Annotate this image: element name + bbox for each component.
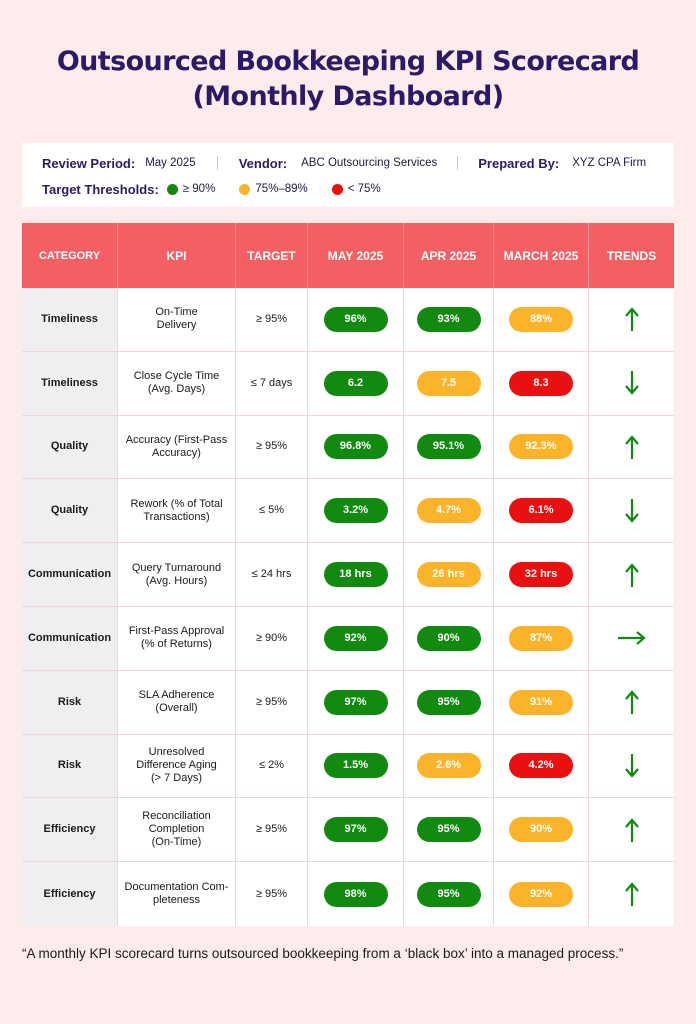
trend-cell bbox=[589, 862, 674, 926]
table-header bbox=[22, 223, 674, 288]
info-panel bbox=[22, 143, 674, 207]
threshold-red bbox=[332, 183, 381, 195]
status-pill: 2.6% bbox=[417, 753, 481, 778]
kpi-table bbox=[22, 223, 674, 926]
header-trends: TRENDS bbox=[606, 248, 657, 263]
status-pill: 7.5 bbox=[417, 371, 481, 396]
title-line-2: (Monthly Dashboard) bbox=[192, 81, 504, 112]
category-cell: Quality bbox=[22, 416, 118, 479]
status-pill: 96.8% bbox=[324, 434, 388, 459]
status-pill: 98% bbox=[324, 882, 388, 907]
may-cell bbox=[308, 288, 404, 351]
status-pill: 92.3% bbox=[509, 434, 573, 459]
apr-cell bbox=[404, 543, 494, 606]
category-cell: Quality bbox=[22, 479, 118, 542]
march-cell bbox=[494, 288, 589, 351]
status-pill: 90% bbox=[417, 626, 481, 651]
trend-cell bbox=[589, 288, 674, 351]
table-row bbox=[22, 352, 674, 416]
status-pill: 97% bbox=[324, 817, 388, 842]
apr-cell bbox=[404, 352, 494, 415]
march-cell bbox=[494, 862, 589, 926]
trend-down-arrow-icon bbox=[620, 751, 644, 781]
header-may-2025: MAY 2025 bbox=[308, 223, 404, 288]
header-category: CATEGORY bbox=[22, 223, 118, 288]
may-cell bbox=[308, 416, 404, 479]
apr-cell bbox=[404, 479, 494, 542]
status-pill: 92% bbox=[509, 882, 573, 907]
status-pill: 32 hrs bbox=[509, 562, 573, 587]
threshold-yellow-label: 75%–89% bbox=[255, 183, 308, 195]
target-cell: ≤ 2% bbox=[236, 735, 308, 798]
kpi-cell: First-Pass Approval (% of Returns) bbox=[118, 607, 236, 670]
threshold-yellow bbox=[239, 183, 307, 195]
trend-right-arrow-icon bbox=[617, 623, 647, 653]
target-cell: ≥ 95% bbox=[236, 288, 308, 351]
trend-cell bbox=[589, 352, 674, 415]
table-row bbox=[22, 671, 674, 735]
status-pill: 4.2% bbox=[509, 753, 573, 778]
may-cell bbox=[308, 607, 404, 670]
trend-down-arrow-icon bbox=[620, 496, 644, 526]
trend-cell bbox=[589, 543, 674, 606]
trend-up-arrow-icon bbox=[620, 687, 644, 717]
info-row-meta bbox=[42, 153, 646, 173]
status-pill: 4.7% bbox=[417, 498, 481, 523]
apr-cell bbox=[404, 862, 494, 926]
table-row bbox=[22, 862, 674, 926]
table-row bbox=[22, 416, 674, 480]
kpi-cell: Close Cycle Time (Avg. Days) bbox=[118, 352, 236, 415]
may-cell bbox=[308, 352, 404, 415]
yellow-dot-icon bbox=[239, 184, 250, 195]
table-row bbox=[22, 288, 674, 352]
status-pill: 87% bbox=[509, 626, 573, 651]
info-row-thresholds bbox=[42, 179, 381, 199]
trend-up-arrow-icon bbox=[620, 560, 644, 590]
kpi-cell: Accuracy (First-Pass Accuracy) bbox=[118, 416, 236, 479]
trend-up-arrow-icon bbox=[620, 815, 644, 845]
trend-down-arrow-icon bbox=[620, 368, 644, 398]
prepared-by-label: Prepared By: bbox=[478, 155, 560, 171]
status-pill: 1.5% bbox=[324, 753, 388, 778]
trend-cell bbox=[589, 671, 674, 734]
status-pill: 18 hrs bbox=[324, 562, 388, 587]
divider bbox=[457, 156, 458, 170]
header-apr-2025: APR 2025 bbox=[404, 223, 494, 288]
title-line-1: Outsourced Bookkeeping KPI Scorecard bbox=[56, 46, 640, 77]
apr-cell bbox=[404, 671, 494, 734]
prepared-by-value: XYZ CPA Firm bbox=[572, 157, 647, 169]
page-title bbox=[0, 44, 696, 114]
status-pill: 26 hrs bbox=[417, 562, 481, 587]
trend-cell bbox=[589, 735, 674, 798]
status-pill: 95.1% bbox=[417, 434, 481, 459]
status-pill: 95% bbox=[417, 690, 481, 715]
trend-up-arrow-icon bbox=[620, 304, 644, 334]
apr-cell bbox=[404, 607, 494, 670]
vendor-value: ABC Outsourcing Services bbox=[301, 157, 438, 169]
category-cell: Communication bbox=[22, 607, 118, 670]
kpi-cell: Documentation Com- pleteness bbox=[118, 862, 236, 926]
target-cell: ≥ 95% bbox=[236, 862, 308, 926]
status-pill: 6.1% bbox=[509, 498, 573, 523]
review-period-value: May 2025 bbox=[145, 157, 196, 169]
march-cell bbox=[494, 735, 589, 798]
apr-cell bbox=[404, 288, 494, 351]
may-cell bbox=[308, 479, 404, 542]
march-cell bbox=[494, 352, 589, 415]
trend-up-arrow-icon bbox=[620, 879, 644, 909]
march-cell bbox=[494, 607, 589, 670]
status-pill: 8.3 bbox=[509, 371, 573, 396]
trend-cell bbox=[589, 607, 674, 670]
category-cell: Risk bbox=[22, 671, 118, 734]
status-pill: 91% bbox=[509, 690, 573, 715]
status-pill: 3.2% bbox=[324, 498, 388, 523]
threshold-red-label: < 75% bbox=[347, 183, 381, 195]
header-target: TARGET bbox=[236, 223, 308, 288]
status-pill: 96% bbox=[324, 307, 388, 332]
target-cell: ≤ 7 days bbox=[236, 352, 308, 415]
category-cell: Communication bbox=[22, 543, 118, 606]
kpi-cell: Unresolved Difference Aging (> 7 Days) bbox=[118, 735, 236, 798]
kpi-cell: On-Time Delivery bbox=[118, 288, 236, 351]
target-cell: ≥ 90% bbox=[236, 607, 308, 670]
march-cell bbox=[494, 543, 589, 606]
table-row bbox=[22, 607, 674, 671]
table-row bbox=[22, 543, 674, 607]
green-dot-icon bbox=[167, 184, 178, 195]
status-pill: 93% bbox=[417, 307, 481, 332]
header-march-2025: MARCH 2025 bbox=[494, 223, 589, 288]
divider bbox=[217, 156, 218, 170]
trend-up-arrow-icon bbox=[620, 432, 644, 462]
kpi-cell: Query Turnaround (Avg. Hours) bbox=[118, 543, 236, 606]
march-cell bbox=[494, 798, 589, 861]
review-period-label: Review Period: bbox=[42, 155, 136, 171]
apr-cell bbox=[404, 735, 494, 798]
category-cell: Timeliness bbox=[22, 288, 118, 351]
target-cell: ≥ 95% bbox=[236, 416, 308, 479]
table-row bbox=[22, 798, 674, 862]
quote-text: “A monthly KPI scorecard turns outsourced bookkeeping from a ‘black box’ into a managed process.” bbox=[22, 946, 624, 961]
may-cell bbox=[308, 543, 404, 606]
status-pill: 92% bbox=[324, 626, 388, 651]
kpi-cell: Reconciliation Completion (On-Time) bbox=[118, 798, 236, 861]
target-cell: ≥ 95% bbox=[236, 798, 308, 861]
kpi-cell: Rework (% of Total Transactions) bbox=[118, 479, 236, 542]
category-cell: Timeliness bbox=[22, 352, 118, 415]
trend-cell bbox=[589, 479, 674, 542]
table-row bbox=[22, 735, 674, 799]
header-kpi: KPI bbox=[118, 223, 236, 288]
march-cell bbox=[494, 479, 589, 542]
kpi-cell: SLA Adherence (Overall) bbox=[118, 671, 236, 734]
trend-cell bbox=[589, 416, 674, 479]
category-cell: Efficiency bbox=[22, 862, 118, 926]
may-cell bbox=[308, 671, 404, 734]
vendor-label: Vendor: bbox=[238, 155, 288, 171]
table-row bbox=[22, 479, 674, 543]
red-dot-icon bbox=[332, 184, 343, 195]
target-cell: ≥ 95% bbox=[236, 671, 308, 734]
status-pill: 6.2 bbox=[324, 371, 388, 396]
may-cell bbox=[308, 798, 404, 861]
march-cell bbox=[494, 416, 589, 479]
status-pill: 90% bbox=[509, 817, 573, 842]
category-cell: Efficiency bbox=[22, 798, 118, 861]
status-pill: 95% bbox=[417, 882, 481, 907]
threshold-green-label: ≥ 90% bbox=[182, 183, 216, 195]
status-pill: 88% bbox=[509, 307, 573, 332]
may-cell bbox=[308, 862, 404, 926]
trend-cell bbox=[589, 798, 674, 861]
status-pill: 97% bbox=[324, 690, 388, 715]
apr-cell bbox=[404, 798, 494, 861]
table-body bbox=[22, 288, 674, 926]
thresholds-label: Target Thresholds: bbox=[42, 181, 159, 197]
threshold-green bbox=[167, 183, 216, 195]
status-pill: 95% bbox=[417, 817, 481, 842]
target-cell: ≤ 5% bbox=[236, 479, 308, 542]
march-cell bbox=[494, 671, 589, 734]
may-cell bbox=[308, 735, 404, 798]
category-cell: Risk bbox=[22, 735, 118, 798]
apr-cell bbox=[404, 416, 494, 479]
target-cell: ≤ 24 hrs bbox=[236, 543, 308, 606]
